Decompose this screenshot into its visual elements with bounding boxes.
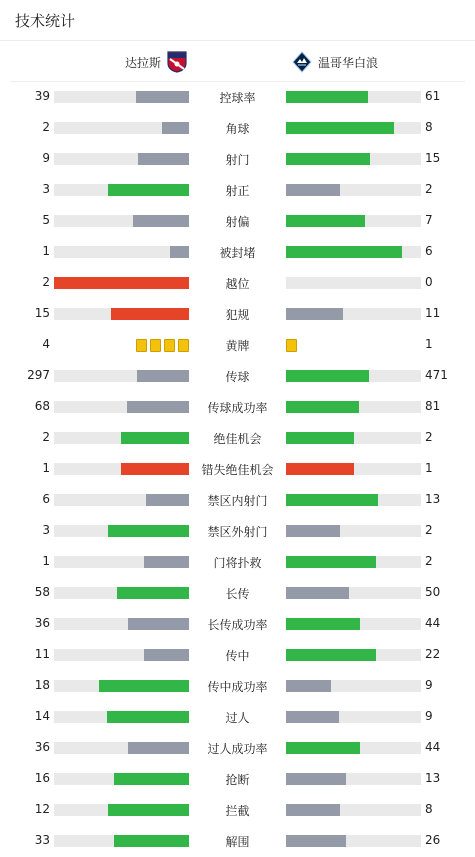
away-bar-track (286, 835, 421, 847)
yellow-card-icon (150, 339, 161, 352)
away-bar-track (286, 122, 421, 134)
home-bar (107, 711, 189, 723)
away-value: 22 (425, 647, 441, 661)
home-value: 2 (42, 430, 50, 444)
away-value: 2 (425, 523, 433, 537)
stat-row (0, 639, 475, 670)
home-bar (54, 277, 189, 289)
stat-label: 射偏 (225, 215, 250, 229)
away-value: 26 (425, 833, 441, 847)
home-bar (127, 401, 189, 413)
away-value: 7 (425, 213, 433, 227)
home-bar (144, 649, 189, 661)
away-bar (286, 649, 376, 661)
home-bar (108, 525, 189, 537)
away-yellow-cards (286, 339, 297, 351)
away-value: 11 (425, 306, 441, 320)
home-bar-track (54, 494, 189, 506)
away-bar-track (286, 773, 421, 785)
away-value: 9 (425, 709, 433, 723)
away-value: 1 (425, 461, 433, 475)
home-bar-track (54, 525, 189, 537)
away-value: 44 (425, 740, 441, 754)
home-bar (128, 742, 189, 754)
home-bar-track (54, 91, 189, 103)
home-value: 5 (42, 213, 50, 227)
home-bar (111, 308, 189, 320)
home-bar (144, 556, 189, 568)
away-bar-track (286, 711, 421, 723)
home-bar-track (54, 618, 189, 630)
home-value: 3 (42, 182, 50, 196)
away-bar (286, 463, 354, 475)
stat-row (0, 329, 475, 360)
away-bar (286, 711, 339, 723)
away-value: 44 (425, 616, 441, 630)
vancouver-whitecaps-crest-icon (292, 51, 312, 73)
stat-label: 禁区内射门 (207, 494, 268, 508)
home-bar (114, 773, 189, 785)
away-bar-track (286, 91, 421, 103)
stat-label: 角球 (225, 122, 250, 136)
stat-row (0, 825, 475, 856)
home-bar-track (54, 432, 189, 444)
home-bar (138, 153, 189, 165)
stat-label: 绝佳机会 (213, 432, 262, 446)
home-bar-track (54, 308, 189, 320)
away-bar (286, 680, 331, 692)
home-bar-track (54, 401, 189, 413)
home-bar (108, 184, 189, 196)
home-value: 33 (34, 833, 50, 847)
home-bar-track (54, 773, 189, 785)
away-bar (286, 835, 346, 847)
away-bar (286, 184, 340, 196)
stat-label: 错失绝佳机会 (201, 463, 274, 477)
stat-label: 传中 (225, 649, 250, 663)
teams-header (10, 41, 465, 82)
yellow-card-icon (164, 339, 175, 352)
away-value: 9 (425, 678, 433, 692)
away-value: 8 (425, 120, 433, 134)
stat-label: 被封堵 (219, 246, 256, 260)
away-bar-track (286, 370, 421, 382)
away-bar-track (286, 649, 421, 661)
home-bar-track (54, 215, 189, 227)
home-bar-track (54, 184, 189, 196)
away-value: 0 (425, 275, 433, 289)
page-title: 技术统计 (15, 12, 76, 30)
away-bar-track (286, 463, 421, 475)
away-bar-track (286, 215, 421, 227)
home-value: 58 (34, 585, 50, 599)
stat-row (0, 484, 475, 515)
home-value: 4 (42, 337, 50, 351)
home-bar (137, 370, 189, 382)
home-bar-track (54, 122, 189, 134)
away-value: 2 (425, 554, 433, 568)
stat-row (0, 670, 475, 701)
stat-label: 射正 (225, 184, 250, 198)
home-value: 1 (42, 461, 50, 475)
stat-label: 解围 (225, 835, 250, 849)
home-value: 14 (34, 709, 50, 723)
home-bar (99, 680, 189, 692)
home-bar-track (54, 742, 189, 754)
away-bar (286, 742, 360, 754)
stat-row (0, 732, 475, 763)
home-bar-track (54, 153, 189, 165)
home-bar (117, 587, 189, 599)
stat-row (0, 391, 475, 422)
away-bar-track (286, 277, 421, 289)
away-value: 471 (425, 368, 448, 382)
away-team-name: 温哥华白浪 (318, 55, 379, 70)
home-bar (146, 494, 189, 506)
away-bar-track (286, 742, 421, 754)
home-value: 36 (34, 740, 50, 754)
away-bar-track (286, 680, 421, 692)
stat-row (0, 422, 475, 453)
away-bar-track (286, 556, 421, 568)
away-value: 15 (425, 151, 441, 165)
home-bar-track (54, 246, 189, 258)
yellow-card-icon (136, 339, 147, 352)
home-value: 297 (27, 368, 50, 382)
away-bar (286, 246, 402, 258)
stat-label: 长传 (225, 587, 250, 601)
stat-row (0, 267, 475, 298)
stat-label: 射门 (225, 153, 250, 167)
home-bar (121, 432, 189, 444)
stat-label: 犯规 (225, 308, 250, 322)
away-value: 2 (425, 182, 433, 196)
away-value: 81 (425, 399, 441, 413)
away-value: 8 (425, 802, 433, 816)
stat-label: 长传成功率 (207, 618, 268, 632)
home-bar-track (54, 680, 189, 692)
stat-label: 抢断 (225, 773, 250, 787)
away-bar-track (286, 494, 421, 506)
away-bar-track (286, 432, 421, 444)
home-value: 36 (34, 616, 50, 630)
away-value: 50 (425, 585, 441, 599)
away-bar (286, 618, 360, 630)
stat-label: 越位 (225, 277, 250, 291)
away-value: 6 (425, 244, 433, 258)
home-bar (108, 804, 189, 816)
home-bar-track (54, 556, 189, 568)
home-bar-track (54, 711, 189, 723)
yellow-card-icon (178, 339, 189, 352)
home-bar-track (54, 835, 189, 847)
away-value: 13 (425, 492, 441, 506)
home-bar-track (54, 649, 189, 661)
away-bar (286, 401, 359, 413)
away-bar-track (286, 184, 421, 196)
away-bar-track (286, 308, 421, 320)
home-value: 39 (34, 89, 50, 103)
home-value: 3 (42, 523, 50, 537)
home-bar (121, 463, 189, 475)
home-value: 18 (34, 678, 50, 692)
home-team-name: 达拉斯 (125, 55, 162, 70)
home-value: 15 (34, 306, 50, 320)
home-value: 16 (34, 771, 50, 785)
home-bar (114, 835, 189, 847)
away-bar (286, 494, 378, 506)
stat-row (0, 608, 475, 639)
home-bar-track (54, 370, 189, 382)
stat-label: 过人 (225, 711, 250, 725)
away-bar (286, 122, 394, 134)
fc-dallas-crest-icon (167, 51, 187, 73)
away-bar (286, 370, 369, 382)
home-value: 68 (34, 399, 50, 413)
away-bar (286, 525, 340, 537)
home-bar (136, 91, 189, 103)
away-bar (286, 215, 365, 227)
away-bar (286, 773, 346, 785)
stat-row (0, 794, 475, 825)
home-value: 12 (34, 802, 50, 816)
away-bar-track (286, 246, 421, 258)
home-bar (162, 122, 189, 134)
stat-row (0, 298, 475, 329)
home-bar (133, 215, 189, 227)
stat-label: 门将扑救 (213, 556, 262, 570)
home-bar (128, 618, 189, 630)
home-value: 1 (42, 244, 50, 258)
away-value: 2 (425, 430, 433, 444)
stat-label: 控球率 (219, 91, 256, 105)
home-value: 6 (42, 492, 50, 506)
away-value: 13 (425, 771, 441, 785)
stat-row (0, 205, 475, 236)
stat-row (0, 701, 475, 732)
stat-row (0, 112, 475, 143)
home-bar-track (54, 804, 189, 816)
header (0, 0, 475, 41)
home-value: 11 (34, 647, 50, 661)
stat-label: 禁区外射门 (207, 525, 268, 539)
stat-row (0, 174, 475, 205)
away-bar (286, 556, 376, 568)
home-value: 2 (42, 120, 50, 134)
away-bar-track (286, 804, 421, 816)
home-yellow-cards (136, 339, 189, 351)
stat-row (0, 763, 475, 794)
away-value: 61 (425, 89, 441, 103)
home-bar-track (54, 587, 189, 599)
stat-row (0, 81, 475, 112)
away-team[interactable] (292, 51, 378, 73)
stat-label: 拦截 (225, 804, 250, 818)
stat-label: 过人成功率 (207, 742, 268, 756)
stat-row (0, 577, 475, 608)
away-bar (286, 308, 343, 320)
stat-row (0, 515, 475, 546)
yellow-card-icon (286, 339, 297, 352)
stat-label: 传球 (225, 370, 250, 384)
home-value: 2 (42, 275, 50, 289)
away-bar-track (286, 401, 421, 413)
stat-label: 传球成功率 (207, 401, 268, 415)
away-bar (286, 432, 354, 444)
away-value: 1 (425, 337, 433, 351)
away-bar (286, 804, 340, 816)
stat-label: 黄牌 (225, 339, 250, 353)
home-team[interactable] (125, 51, 187, 73)
away-bar-track (286, 587, 421, 599)
home-value: 9 (42, 151, 50, 165)
home-bar-track (54, 463, 189, 475)
away-bar-track (286, 618, 421, 630)
away-bar (286, 91, 368, 103)
stat-row (0, 546, 475, 577)
home-bar (170, 246, 189, 258)
stat-row (0, 143, 475, 174)
away-bar (286, 153, 370, 165)
home-value: 1 (42, 554, 50, 568)
stat-label: 传中成功率 (207, 680, 268, 694)
stat-row (0, 236, 475, 267)
away-bar-track (286, 153, 421, 165)
stat-row (0, 453, 475, 484)
away-bar-track (286, 525, 421, 537)
stat-row (0, 360, 475, 391)
away-bar (286, 587, 349, 599)
home-bar-track (54, 277, 189, 289)
